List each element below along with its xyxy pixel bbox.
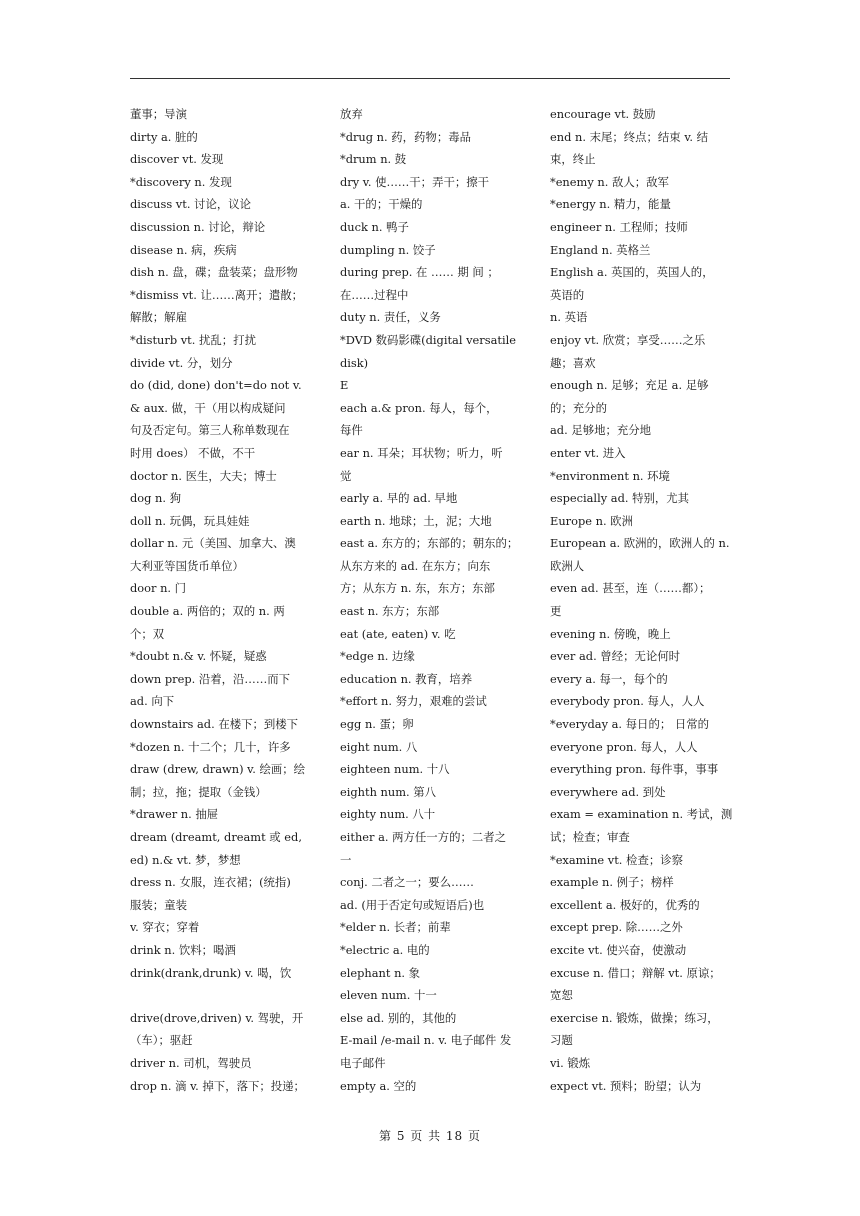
vocab-line: *enemy n. 敌人；敌军 [550, 174, 669, 189]
vocab-line: 在……过程中 [340, 287, 409, 302]
vocab-line: *drug n. 药，药物；毒品 [340, 129, 471, 144]
vocab-line: egg n. 蛋；卵 [340, 717, 414, 732]
vocab-line: 一 [340, 852, 352, 867]
vocab-line: during prep. 在 …… 期 间 ； [340, 265, 499, 280]
vocab-line: 更 [550, 604, 562, 619]
vocab-line: empty a. 空的 [340, 1078, 417, 1093]
vocab-line: *everyday a. 每日的； 日常的 [550, 717, 710, 732]
vocab-line: drive(drove,driven) v. 驾驶，开 [130, 1010, 304, 1025]
header-rule [130, 78, 730, 79]
vocab-line: *DVD 数码影碟(digital versatile [340, 332, 516, 347]
vocab-line: driver n. 司机，驾驶员 [130, 1055, 252, 1070]
vocab-line: vi. 锻炼 [550, 1055, 591, 1070]
vocab-line [130, 984, 314, 1007]
vocab-line: every a. 每一，每个的 [550, 671, 668, 686]
vocab-line: ear n. 耳朵；耳状物；听力，听 [340, 445, 503, 460]
vocab-line: 句及否定句。第三人称单数现在 [130, 423, 290, 438]
vocab-line: drink n. 饮料；喝酒 [130, 942, 236, 957]
vocab-line: 放弃 [340, 107, 363, 121]
vocab-line: *discovery n. 发现 [130, 174, 232, 189]
vocab-line: *dismiss vt. 让……离开；遣散； [130, 287, 304, 302]
vocab-line: 服装；童装 [130, 897, 187, 912]
vocab-line: enter vt. 进入 [550, 445, 626, 460]
vocab-line: ever ad. 曾经；无论何时 [550, 649, 681, 664]
vocab-line: *drawer n. 抽屉 [130, 807, 219, 822]
vocab-line: everywhere ad. 到处 [550, 784, 666, 799]
vocab-line: 从东方来的 ad. 在东方；向东 [340, 558, 491, 573]
vocab-line: *examine vt. 检查；诊察 [550, 852, 684, 867]
vocab-line: divide vt. 分，划分 [130, 355, 233, 370]
vocab-line: east a. 东方的；东部的；朝东的； [340, 536, 519, 551]
vocab-line: ed) n.& vt. 梦，梦想 [130, 852, 241, 867]
vocab-line: double a. 两倍的；双的 n. 两 [130, 604, 285, 619]
vocab-line: discover vt. 发现 [130, 152, 224, 167]
vocab-line: dress n. 女服，连衣裙；(统指) [130, 875, 291, 890]
vocab-line: excite vt. 使兴奋，使激动 [550, 942, 687, 957]
vocab-line: dollar n. 元（美国、加拿大、澳 [130, 536, 296, 551]
vocab-line: everything pron. 每件事，事事 [550, 762, 719, 777]
vocab-line: dry v. 使……干；弄干；擦干 [340, 174, 490, 189]
vocab-line: *doubt n.& v. 怀疑，疑惑 [130, 649, 267, 664]
page-footer: 第 5 页 共 18 页 [379, 1129, 481, 1143]
vocab-line: eleven num. 十一 [340, 988, 437, 1003]
vocab-line: earth n. 地球；土，泥；大地 [340, 513, 492, 528]
vocab-line: conj. 二者之一；要么…… [340, 875, 474, 890]
vocab-line: ad. 向下 [130, 694, 175, 709]
vocab-line: example n. 例子；榜样 [550, 875, 674, 890]
vocab-line: doctor n. 医生，大夫；博士 [130, 468, 277, 483]
vocab-line: n. 英语 [550, 310, 588, 325]
vocab-line: 的；充分的 [550, 400, 607, 415]
column-1 [130, 103, 314, 1097]
vocab-line: especially ad. 特别，尤其 [550, 491, 690, 506]
vocab-line: 电子邮件 [340, 1055, 386, 1070]
vocab-line: 宽恕 [550, 988, 573, 1003]
vocab-line: even ad. 甚至，连（……都）； [550, 581, 711, 596]
vocab-line: 董事；导演 [130, 107, 187, 121]
vocab-line: *edge n. 边缘 [340, 649, 415, 664]
vocab-line: early a. 早的 ad. 早地 [340, 491, 458, 506]
vocab-line: exam = examination n. 考试，测 [550, 807, 733, 822]
vocab-line: eighth num. 第八 [340, 784, 437, 799]
vocab-line: *drum n. 鼓 [340, 152, 407, 167]
vocab-line: eighty num. 八十 [340, 807, 436, 822]
vocab-line: *dozen n. 十二个；几十，许多 [130, 739, 291, 754]
vocab-line: encourage vt. 鼓励 [550, 107, 656, 121]
vocab-line: engineer n. 工程师；技师 [550, 219, 688, 234]
column-2 [340, 103, 524, 1097]
vocab-line: E [340, 378, 349, 393]
vocab-line: down prep. 沿着，沿……而下 [130, 671, 290, 686]
vocab-line: （车）；驱赶 [130, 1033, 193, 1048]
vocab-line: elephant n. 象 [340, 965, 421, 980]
vocab-line: 欧洲人 [550, 558, 585, 573]
vocab-line: expect vt. 预料；盼望；认为 [550, 1078, 702, 1093]
vocab-line: *environment n. 环境 [550, 468, 670, 483]
vocab-line: discuss vt. 讨论，议论 [130, 197, 252, 212]
vocab-line: dog n. 狗 [130, 491, 182, 506]
vocab-line: eat (ate, eaten) v. 吃 [340, 626, 456, 641]
vocab-line: *disturb vt. 扰乱；打扰 [130, 332, 256, 347]
vocab-line: evening n. 傍晚，晚上 [550, 626, 671, 641]
column-3 [550, 103, 734, 1097]
vocab-line: drink(drank,drunk) v. 喝，饮 [130, 965, 292, 980]
vocab-line: 英语的 [550, 287, 585, 302]
vocab-line: 趣；喜欢 [550, 355, 596, 370]
vocab-line: England n. 英格兰 [550, 242, 651, 257]
vocab-line: 时用 does） 不做，不干 [130, 445, 256, 460]
vocab-line: 试；检查；审查 [550, 830, 630, 844]
vocab-line: drop n. 滴 v. 掉下，落下；投递； [130, 1078, 305, 1093]
vocab-line: English a. 英国的，英国人的， [550, 265, 714, 280]
vocab-line: 习题 [550, 1033, 573, 1048]
vocab-line: else ad. 别的，其他的 [340, 1010, 457, 1025]
vocab-line: downstairs ad. 在楼下；到楼下 [130, 717, 299, 732]
vocab-line: dish n. 盘，碟；盘装菜；盘形物 [130, 265, 298, 280]
vocab-line: Europe n. 欧洲 [550, 513, 633, 528]
vocab-line: ad. 足够地；充分地 [550, 423, 652, 438]
vocab-line: excuse n. 借口；辩解 vt. 原谅； [550, 965, 721, 980]
vocab-line: *elder n. 长者；前辈 [340, 920, 451, 935]
vocab-line: doll n. 玩偶，玩具娃娃 [130, 513, 250, 528]
vocab-line: everyone pron. 每人，人人 [550, 739, 698, 754]
vocab-line: *electric a. 电的 [340, 942, 430, 957]
vocab-line: 方；从东方 n. 东，东方；东部 [340, 581, 495, 596]
vocab-line: end n. 末尾；终点；结束 v. 结 [550, 129, 709, 144]
vocab-line: everybody pron. 每人，人人 [550, 694, 705, 709]
vocab-line: draw (drew, drawn) v. 绘画；绘 [130, 762, 306, 777]
vocab-line: east n. 东方；东部 [340, 604, 440, 619]
vocab-line: 个；双 [130, 626, 165, 641]
vocab-line: excellent a. 极好的，优秀的 [550, 897, 700, 912]
vocab-line: education n. 教育，培养 [340, 671, 473, 686]
vocab-line: dumpling n. 饺子 [340, 242, 436, 257]
vocab-line: European a. 欧洲的，欧洲人的 n. [550, 536, 730, 551]
vocab-line: 解散；解雇 [130, 310, 187, 325]
vocab-line: E-mail /e-mail n. v. 电子邮件 发 [340, 1033, 512, 1048]
vocab-line: dream (dreamt, dreamt 或 ed, [130, 830, 302, 844]
vocab-line: *effort n. 努力，艰难的尝试 [340, 694, 487, 709]
vocab-line: enjoy vt. 欣赏；享受……之乐 [550, 332, 706, 347]
vocab-line: *energy n. 精力，能量 [550, 197, 671, 212]
vocab-line: either a. 两方任一方的；二者之 [340, 830, 507, 844]
vocab-line: disease n. 病，疾病 [130, 242, 237, 257]
vocab-line: exercise n. 锻炼，做操；练习， [550, 1010, 719, 1025]
vocab-line: duck n. 鸭子 [340, 219, 409, 234]
vocab-line: do (did, done) don't=do not v. [130, 378, 302, 393]
vocab-line: 每件 [340, 423, 363, 438]
vocab-line: except prep. 除……之外 [550, 920, 683, 935]
vocab-line: each a.& pron. 每人，每个， [340, 400, 498, 415]
vocab-line: a. 干的；干燥的 [340, 197, 423, 212]
vocab-line: disk) [340, 355, 369, 370]
vocab-line: eighteen num. 十八 [340, 762, 450, 777]
vocab-line: 制；拉，拖；提取（金钱） [130, 784, 267, 799]
vocab-line: duty n. 责任，义务 [340, 310, 441, 325]
vocab-line: ad. (用于否定句或短语后)也 [340, 897, 485, 912]
vocab-line: discussion n. 讨论，辩论 [130, 219, 266, 234]
vocab-line: dirty a. 脏的 [130, 129, 198, 144]
vocab-line: 束，终止 [550, 152, 596, 167]
vocab-line: 觉 [340, 468, 352, 483]
vocab-line: enough n. 足够；充足 a. 足够 [550, 378, 709, 393]
vocab-line: eight num. 八 [340, 739, 418, 754]
vocab-line: 大利亚等国货币单位） [130, 558, 244, 573]
vocab-line: & aux. 做，干（用以构成疑问 [130, 400, 286, 415]
vocab-line: door n. 门 [130, 581, 187, 596]
vocab-line: v. 穿衣；穿着 [130, 920, 200, 935]
